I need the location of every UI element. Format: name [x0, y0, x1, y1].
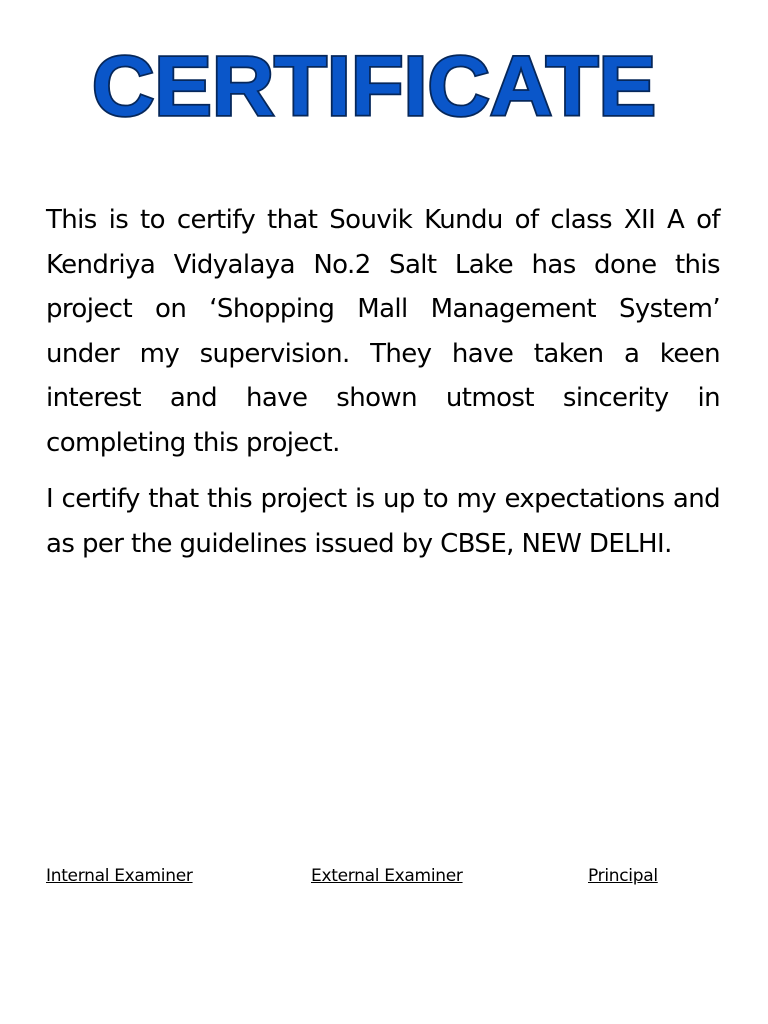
signature-row	[0, 866, 768, 892]
certificate-body	[46, 198, 720, 566]
certificate-title-text: CERTIFICATE	[92, 39, 656, 132]
certificate-title	[86, 36, 662, 132]
external-examiner-signature-label: External Examiner	[311, 866, 463, 886]
internal-examiner-signature-label: Internal Examiner	[46, 866, 193, 886]
principal-signature-label: Principal	[588, 866, 658, 886]
certificate-title-wordart	[86, 36, 662, 132]
certificate-paragraph-2: I certify that this project is up to my expectations and as per the guidelines issued by CBSE, NEW DELHI.	[46, 484, 720, 559]
certificate-paragraph-1: This is to certify that Souvik Kundu of class XII A of Kendriya Vidyalaya No.2 Salt Lake has done this project on ‘Shopping Mall Management System’ under my supervision. They have taken a keen interest and have shown utmost sincerity in completing this project.	[46, 205, 720, 458]
